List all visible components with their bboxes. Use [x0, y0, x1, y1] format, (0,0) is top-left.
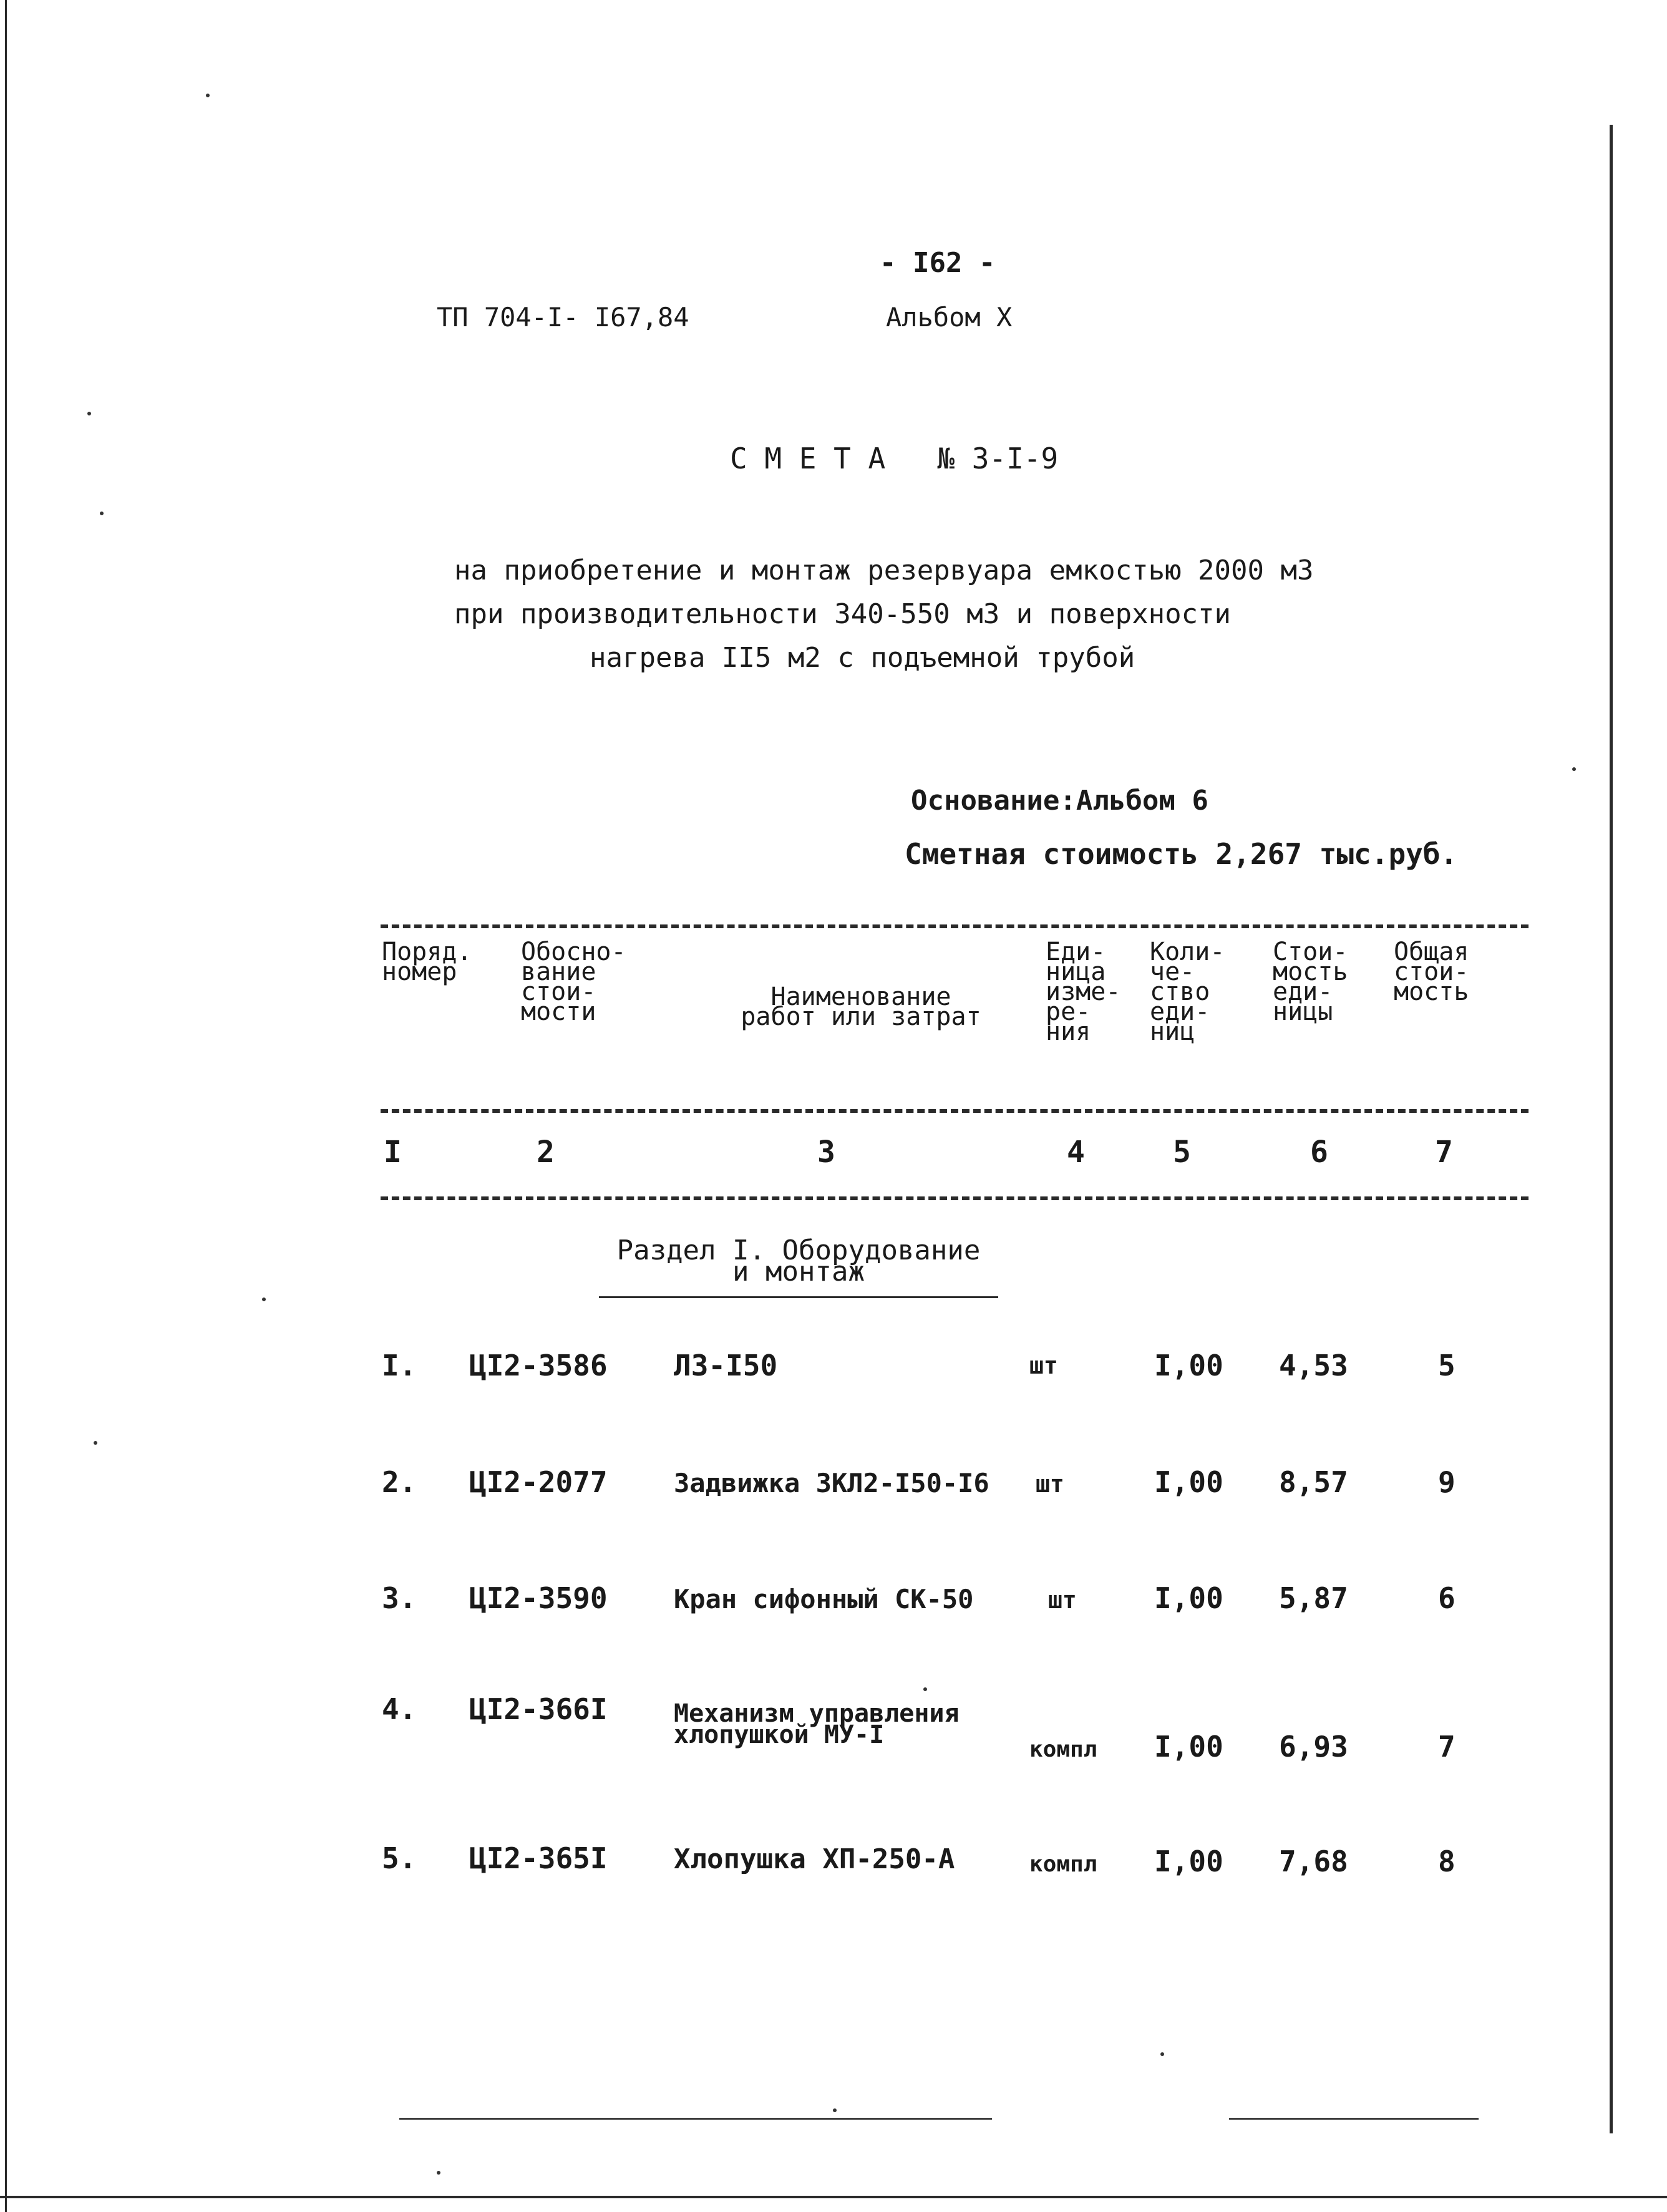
- row-5-unit: компл: [1029, 1851, 1097, 1877]
- row-1-unit: шт: [1029, 1352, 1058, 1379]
- row-3-qty: I,00: [1154, 1581, 1223, 1615]
- subtitle-line-2: при производительности 340-550 м3 и поверхности: [454, 598, 1232, 630]
- row-4-price: 6,93: [1279, 1730, 1348, 1763]
- scan-speck: [1572, 767, 1576, 771]
- row-5-name: Хлопушка ХП-250-А: [674, 1843, 955, 1875]
- column-number-3: 3: [817, 1135, 835, 1170]
- header-bottom-rule: [381, 1109, 1528, 1113]
- column-number-6: 6: [1310, 1135, 1328, 1170]
- column-number-5: 5: [1173, 1135, 1191, 1170]
- header-col-6: Стои- мость еди- ницы: [1273, 938, 1348, 1026]
- table-top-rule: [381, 924, 1528, 928]
- row-5-price: 7,68: [1279, 1845, 1348, 1878]
- doc-code: ТП 704-I- I67,84: [437, 302, 689, 332]
- scan-speck: [262, 1298, 266, 1301]
- cost-line: Сметная стоимость 2,267 тыс.руб.: [905, 837, 1458, 871]
- row-2-name: Задвижка ЗКЛ2-I50-I6: [674, 1468, 989, 1498]
- column-number-7: 7: [1435, 1135, 1453, 1170]
- page-number: - I62 -: [880, 247, 996, 279]
- header-col-7: Общая стои- мость: [1394, 938, 1469, 1006]
- row-1-code: ЦI2-3586: [469, 1349, 608, 1382]
- row-5-qty: I,00: [1154, 1845, 1223, 1878]
- row-3-num: 3.: [382, 1581, 417, 1615]
- footer-rule-left: [399, 2118, 992, 2120]
- column-number-2: 2: [537, 1135, 555, 1170]
- row-2-unit: шт: [1036, 1470, 1064, 1498]
- scan-speck: [87, 412, 91, 415]
- row-4-code: ЦI2-366I: [469, 1692, 608, 1726]
- header-col-1: Поряд. номер: [382, 938, 472, 986]
- row-2-price: 8,57: [1279, 1465, 1348, 1499]
- header-col-5: Коли- че- ство еди- ниц: [1150, 938, 1225, 1046]
- row-3-total: 6: [1438, 1581, 1456, 1615]
- row-2-num: 2.: [382, 1465, 417, 1499]
- row-1-qty: I,00: [1154, 1349, 1223, 1382]
- subtitle-line-3: нагрева II5 м2 с подъемной трубой: [590, 642, 1135, 674]
- estimate-title: С М Е Т А № 3-I-9: [730, 442, 1059, 475]
- section-underline: [599, 1296, 998, 1298]
- scan-speck: [437, 2171, 440, 2175]
- row-3-code: ЦI2-3590: [469, 1581, 608, 1615]
- scan-border-left: [5, 0, 7, 2212]
- scan-speck: [1160, 2052, 1164, 2056]
- row-4-unit: компл: [1029, 1737, 1097, 1762]
- row-3-name: Кран сифонный СК-50: [674, 1584, 974, 1614]
- header-col-4: Еди- ница изме- ре- ния: [1046, 938, 1121, 1046]
- scan-speck: [833, 2108, 837, 2112]
- scan-border-bottom: [0, 2196, 1667, 2198]
- row-2-qty: I,00: [1154, 1465, 1223, 1499]
- row-3-unit: шт: [1048, 1586, 1077, 1614]
- scan-speck: [100, 512, 104, 515]
- row-5-num: 5.: [382, 1841, 417, 1875]
- subtitle-line-1: на приобретение и монтаж резервуара емкостью 2000 м3: [454, 555, 1314, 586]
- row-4-name: Механизм управления хлопушкой МУ-I: [674, 1699, 960, 1749]
- column-number-1: I: [384, 1135, 402, 1170]
- row-2-total: 9: [1438, 1465, 1456, 1499]
- scan-speck: [94, 1441, 97, 1445]
- album-label: Альбом X: [886, 302, 1013, 332]
- scan-speck: [923, 1687, 927, 1691]
- column-number-rule: [381, 1196, 1528, 1200]
- basis-line: Основание:Альбом 6: [911, 785, 1208, 817]
- scan-speck: [206, 94, 210, 97]
- header-col-3: Наименование работ или затрат: [741, 982, 981, 1031]
- row-1-num: I.: [382, 1349, 417, 1382]
- row-3-price: 5,87: [1279, 1581, 1348, 1615]
- row-4-total: 7: [1438, 1730, 1456, 1763]
- row-5-code: ЦI2-365I: [469, 1841, 608, 1875]
- scan-border-right: [1610, 125, 1613, 2133]
- row-5-total: 8: [1438, 1845, 1456, 1878]
- row-4-qty: I,00: [1154, 1730, 1223, 1763]
- row-1-name: ЛЗ-I50: [674, 1349, 778, 1382]
- row-4-num: 4.: [382, 1692, 417, 1726]
- row-2-code: ЦI2-2077: [469, 1465, 608, 1499]
- column-number-4: 4: [1067, 1135, 1085, 1170]
- section-title: Раздел I. Оборудование и монтаж: [616, 1235, 981, 1288]
- header-col-2: Обосно- вание стои- мости: [521, 938, 626, 1026]
- row-1-price: 4,53: [1279, 1349, 1348, 1382]
- row-1-total: 5: [1438, 1349, 1456, 1382]
- footer-rule-right: [1229, 2118, 1479, 2120]
